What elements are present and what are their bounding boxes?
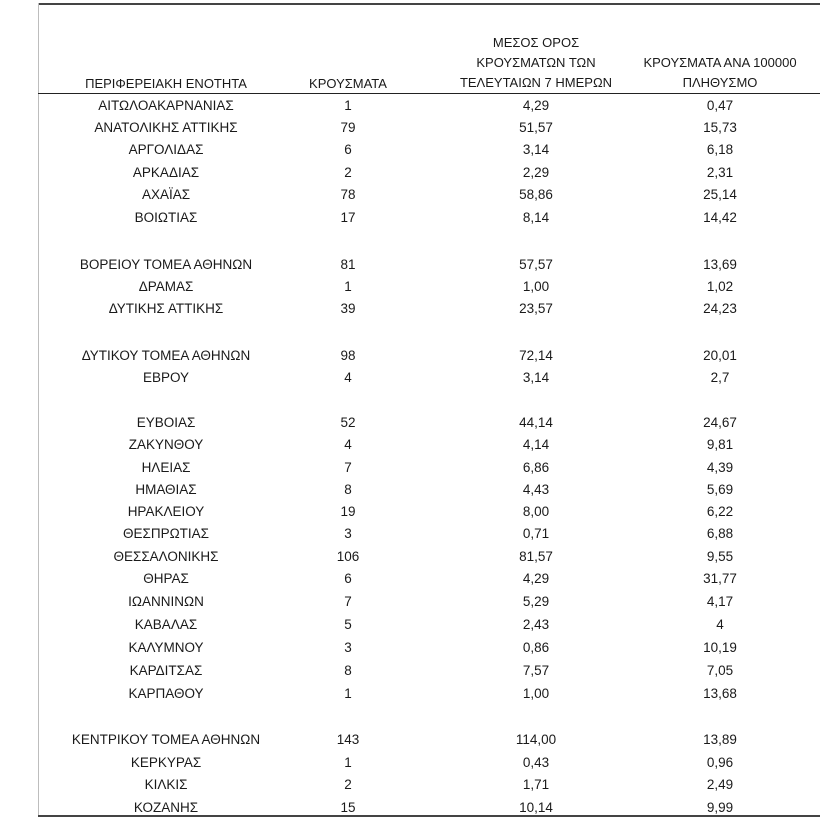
header-region: ΠΕΡΙΦΕΡΕΙΑΚΗ ΕΝΟΤΗΤΑ [85, 76, 247, 91]
table-row [0, 614, 820, 636]
cell-avg7: 1,00 [522, 686, 550, 701]
cell-avg7: 81,57 [519, 549, 553, 564]
header-underline [38, 93, 820, 94]
cell-region: ΑΡΚΑΔΙΑΣ [132, 165, 200, 180]
cell-per100k: 13,69 [703, 257, 737, 272]
table-row [0, 637, 820, 659]
cell-per100k: 25,14 [703, 187, 737, 202]
cell-avg7: 1,71 [522, 777, 550, 792]
cell-avg7: 3,14 [522, 370, 550, 385]
cell-per100k: 4 [716, 617, 724, 632]
cell-cases: 106 [336, 549, 360, 564]
cell-per100k: 6,88 [706, 526, 734, 541]
cell-per100k: 10,19 [703, 640, 737, 655]
cell-region: ΚΑΛΥΜΝΟΥ [128, 640, 204, 655]
cell-per100k: 4,17 [706, 594, 734, 609]
cell-cases: 1 [344, 755, 352, 770]
table-row [0, 345, 820, 367]
cell-cases: 3 [344, 640, 352, 655]
cell-avg7: 5,29 [522, 594, 550, 609]
table-row [0, 501, 820, 523]
cell-cases: 6 [344, 571, 352, 586]
cell-avg7: 3,14 [522, 142, 550, 157]
cell-cases: 4 [344, 370, 352, 385]
cell-region: ΒΟΡΕΙΟΥ ΤΟΜΕΑ ΑΘΗΝΩΝ [79, 257, 253, 272]
cell-avg7: 8,14 [522, 210, 550, 225]
cell-per100k: 2,31 [706, 165, 734, 180]
cell-region: ΚΑΡΔΙΤΣΑΣ [129, 663, 203, 678]
header-per100k-line1: ΚΡΟΥΣΜΑΤΑ ΑΝΑ 100000 [643, 55, 797, 70]
table-row [0, 568, 820, 590]
table-row [0, 367, 820, 389]
table-row [0, 276, 820, 298]
cell-per100k: 24,23 [703, 301, 737, 316]
cell-per100k: 2,7 [710, 370, 730, 385]
table-row [0, 774, 820, 796]
header-avg-line3: ΤΕΛΕΥΤΑΙΩΝ 7 ΗΜΕΡΩΝ [459, 75, 613, 90]
cell-avg7: 44,14 [519, 415, 553, 430]
cell-avg7: 114,00 [515, 732, 557, 747]
cell-per100k: 6,22 [706, 504, 734, 519]
cell-cases: 98 [340, 348, 356, 363]
table-row [0, 479, 820, 501]
table-row [0, 683, 820, 705]
cell-cases: 5 [344, 617, 352, 632]
cell-per100k: 31,77 [703, 571, 737, 586]
table-row [0, 434, 820, 456]
table-row [0, 298, 820, 320]
cell-cases: 2 [344, 165, 352, 180]
cell-per100k: 4,39 [706, 460, 734, 475]
table-row [0, 162, 820, 184]
cell-avg7: 2,29 [522, 165, 550, 180]
cell-per100k: 6,18 [706, 142, 734, 157]
cell-avg7: 8,00 [522, 504, 550, 519]
cell-region: ΘΕΣΣΑΛΟΝΙΚΗΣ [113, 549, 219, 564]
cell-avg7: 7,57 [522, 663, 550, 678]
table-row [0, 139, 820, 161]
cell-region: ΙΩΑΝΝΙΝΩΝ [128, 594, 204, 609]
cell-region: ΔΥΤΙΚΗΣ ΑΤΤΙΚΗΣ [108, 301, 224, 316]
cell-avg7: 2,43 [522, 617, 550, 632]
header-per100k-line2: ΠΛΗΘΥΣΜΟ [682, 75, 758, 90]
cell-region: ΒΟΙΩΤΙΑΣ [134, 210, 198, 225]
cell-cases: 52 [340, 415, 356, 430]
cell-cases: 8 [344, 482, 352, 497]
table-top-border [38, 3, 820, 5]
header-cases: ΚΡΟΥΣΜΑΤΑ [309, 76, 387, 91]
table-row [0, 752, 820, 774]
table-row [0, 95, 820, 117]
cell-per100k: 13,68 [703, 686, 737, 701]
cell-region: ΚΑΡΠΑΘΟΥ [128, 686, 204, 701]
table-row [0, 729, 820, 751]
cell-avg7: 6,86 [522, 460, 550, 475]
header-avg-line2: ΚΡΟΥΣΜΑΤΩΝ ΤΩΝ [476, 55, 596, 70]
cell-per100k: 7,05 [706, 663, 734, 678]
cell-per100k: 1,02 [706, 279, 734, 294]
table-row [0, 412, 820, 434]
cell-avg7: 0,43 [522, 755, 550, 770]
cell-avg7: 72,14 [519, 348, 553, 363]
cell-region: ΗΛΕΙΑΣ [141, 460, 191, 475]
cell-region: ΔΥΤΙΚΟΥ ΤΟΜΕΑ ΑΘΗΝΩΝ [81, 348, 251, 363]
cell-per100k: 24,67 [703, 415, 737, 430]
cell-region: ΕΥΒΟΙΑΣ [136, 415, 196, 430]
cell-region: ΗΜΑΘΙΑΣ [135, 482, 197, 497]
cell-avg7: 0,71 [522, 526, 550, 541]
cell-region: ΚΟΖΑΝΗΣ [133, 800, 199, 815]
table-row [0, 117, 820, 139]
cell-avg7: 4,14 [522, 437, 550, 452]
cell-per100k: 5,69 [706, 482, 734, 497]
cell-region: ΔΡΑΜΑΣ [138, 279, 194, 294]
table-row [0, 207, 820, 229]
cell-region: ΘΗΡΑΣ [143, 571, 189, 586]
cell-region: ΚΑΒΑΛΑΣ [134, 617, 198, 632]
cell-per100k: 14,42 [703, 210, 737, 225]
cell-cases: 17 [340, 210, 356, 225]
table-row [0, 184, 820, 206]
cell-cases: 1 [344, 98, 352, 113]
cell-region: ΚΙΛΚΙΣ [144, 777, 188, 792]
cell-avg7: 58,86 [519, 187, 553, 202]
cell-cases: 6 [344, 142, 352, 157]
cell-region: ΑΧΑΪΑΣ [141, 187, 191, 202]
table-bottom-border [38, 815, 820, 817]
cell-region: ΑΝΑΤΟΛΙΚΗΣ ΑΤΤΙΚΗΣ [94, 120, 238, 135]
cell-per100k: 9,55 [706, 549, 734, 564]
cell-cases: 78 [340, 187, 356, 202]
cell-per100k: 9,81 [706, 437, 734, 452]
cell-cases: 15 [340, 800, 356, 815]
cell-cases: 1 [344, 279, 352, 294]
cell-avg7: 4,29 [522, 98, 550, 113]
cell-region: ΕΒΡΟΥ [142, 370, 190, 385]
cell-avg7: 23,57 [519, 301, 553, 316]
cell-avg7: 4,29 [522, 571, 550, 586]
cell-cases: 19 [340, 504, 356, 519]
cell-per100k: 9,99 [706, 800, 734, 815]
cell-avg7: 0,86 [522, 640, 550, 655]
table-row [0, 254, 820, 276]
cell-per100k: 13,89 [703, 732, 737, 747]
cell-cases: 7 [344, 594, 352, 609]
cell-per100k: 15,73 [703, 120, 737, 135]
cell-cases: 81 [340, 257, 356, 272]
table-row [0, 457, 820, 479]
cell-avg7: 10,14 [519, 800, 553, 815]
cell-region: ΑΡΓΟΛΙΔΑΣ [128, 142, 204, 157]
cell-region: ΖΑΚΥΝΘΟΥ [128, 437, 204, 452]
table-row [0, 660, 820, 682]
cell-avg7: 51,57 [519, 120, 553, 135]
cell-per100k: 2,49 [706, 777, 734, 792]
cell-cases: 8 [344, 663, 352, 678]
table-row [0, 523, 820, 545]
cell-per100k: 0,96 [706, 755, 734, 770]
cell-per100k: 20,01 [703, 348, 737, 363]
header-avg-line1: ΜΕΣΟΣ ΟΡΟΣ [492, 35, 580, 50]
cell-region: ΘΕΣΠΡΩΤΙΑΣ [122, 526, 210, 541]
table-row [0, 546, 820, 568]
cell-per100k: 0,47 [706, 98, 734, 113]
cell-region: ΚΕΡΚΥΡΑΣ [130, 755, 202, 770]
cell-cases: 39 [340, 301, 356, 316]
cell-avg7: 1,00 [522, 279, 550, 294]
cell-avg7: 4,43 [522, 482, 550, 497]
cell-cases: 79 [340, 120, 356, 135]
cell-cases: 3 [344, 526, 352, 541]
cell-cases: 143 [336, 732, 360, 747]
cell-cases: 4 [344, 437, 352, 452]
cell-cases: 2 [344, 777, 352, 792]
cell-region: ΚΕΝΤΡΙΚΟΥ ΤΟΜΕΑ ΑΘΗΝΩΝ [71, 732, 261, 747]
table-row [0, 591, 820, 613]
cell-region: ΗΡΑΚΛΕΙΟΥ [127, 504, 205, 519]
cell-cases: 1 [344, 686, 352, 701]
cell-region: ΑΙΤΩΛΟΑΚΑΡΝΑΝΙΑΣ [98, 98, 234, 113]
cell-avg7: 57,57 [519, 257, 553, 272]
cell-cases: 7 [344, 460, 352, 475]
